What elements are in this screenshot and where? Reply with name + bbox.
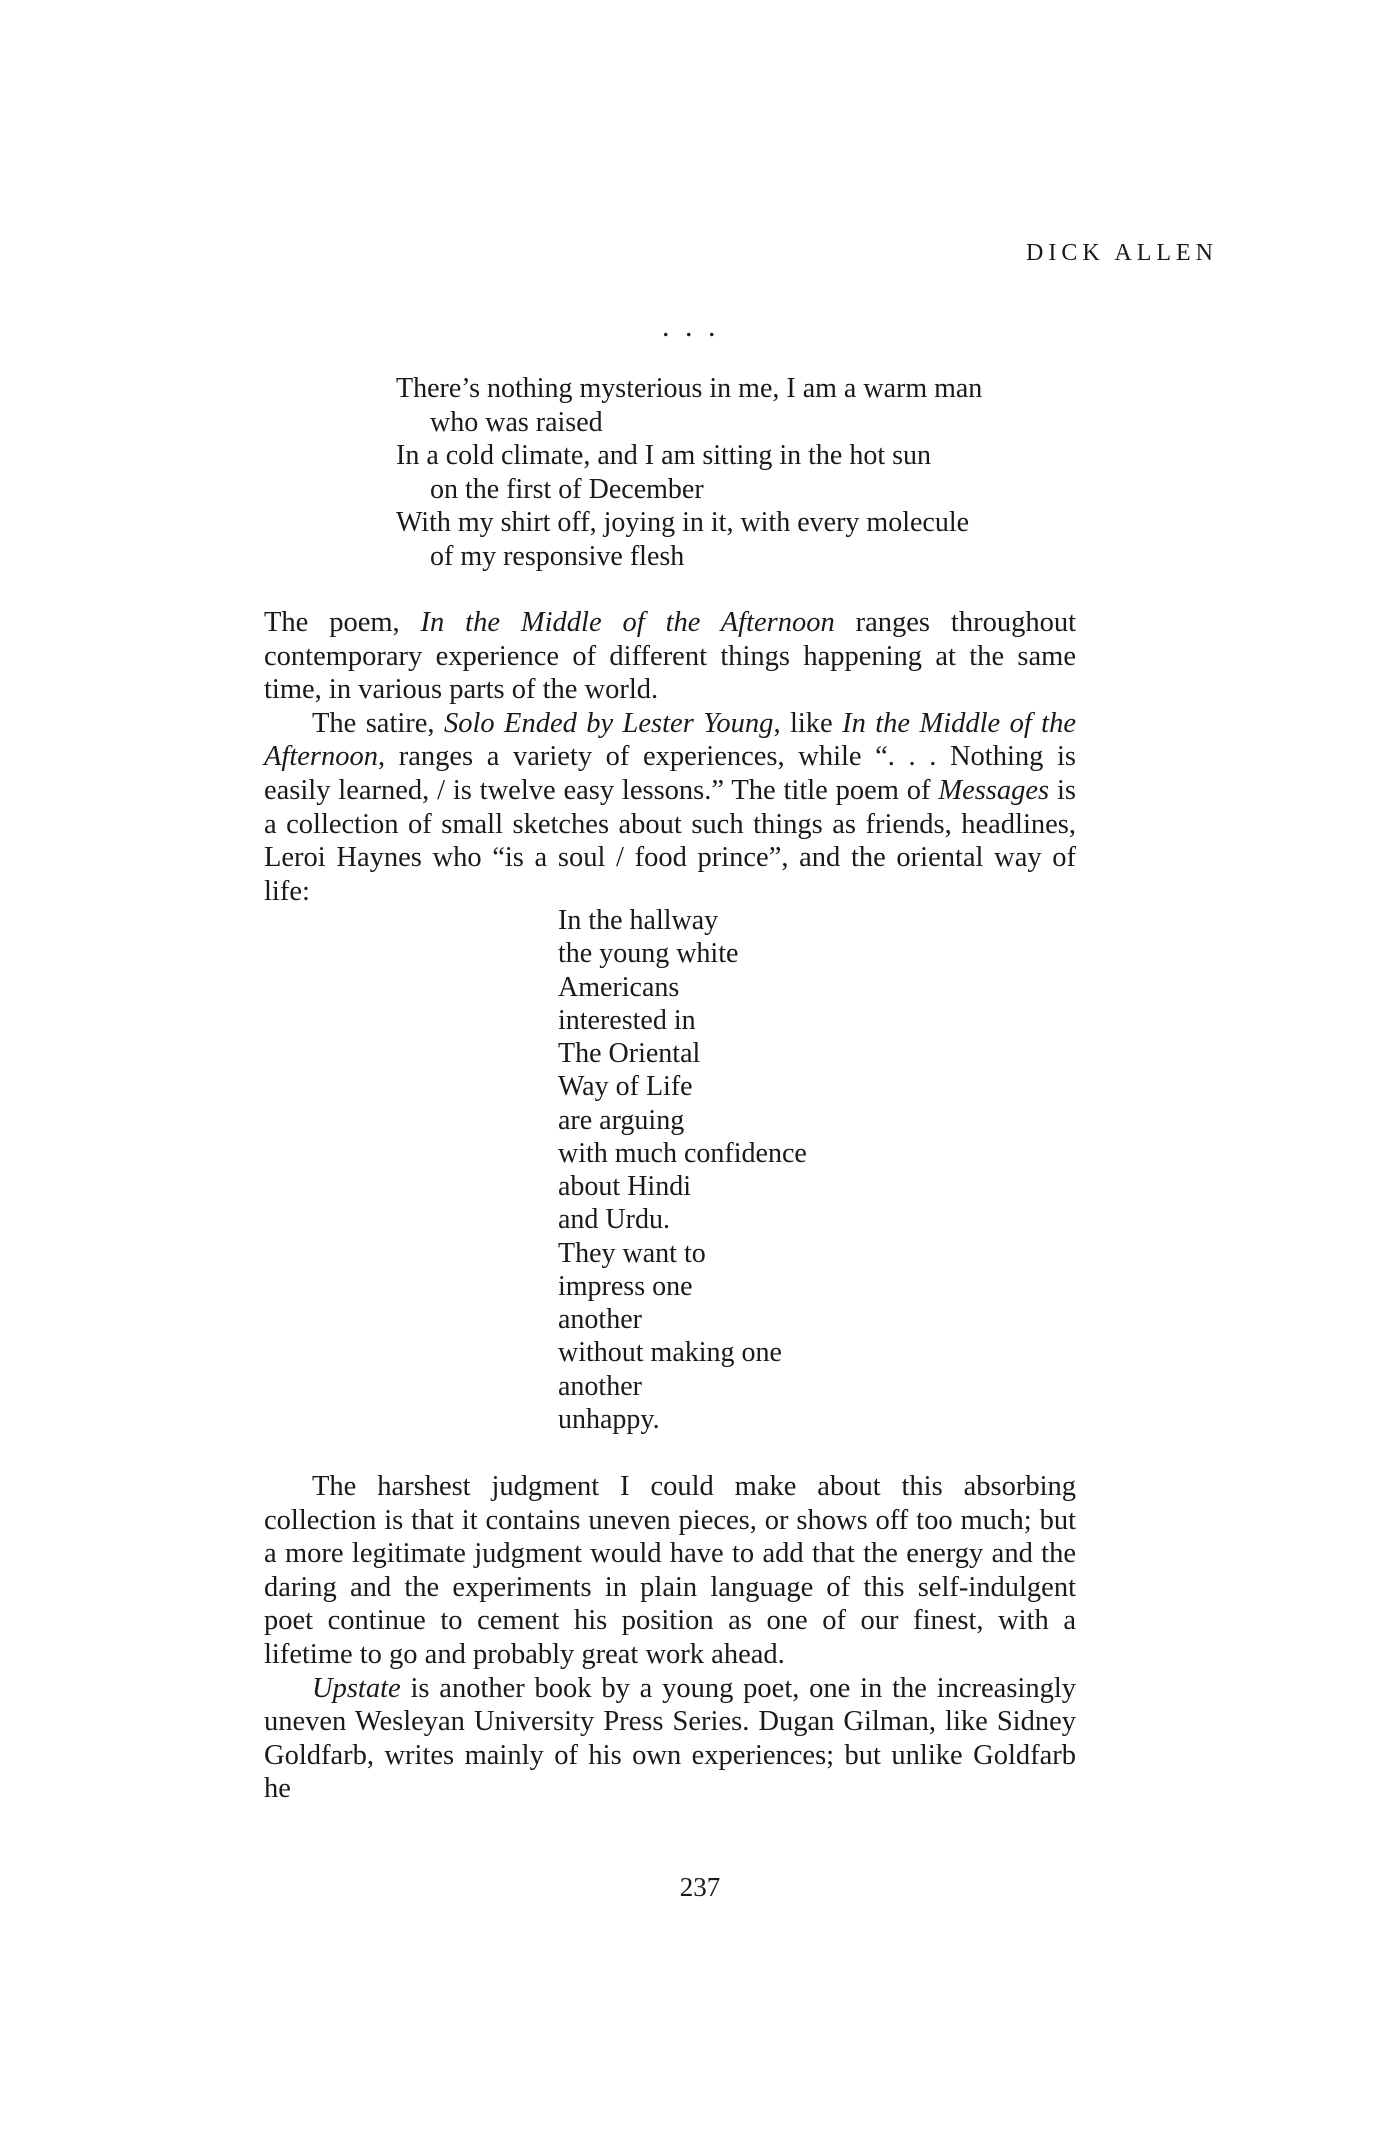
section-ellipsis: . . . bbox=[662, 310, 720, 343]
prose-block-2 bbox=[264, 1470, 1076, 1806]
poem-line: another bbox=[558, 1304, 642, 1335]
book-title: Upstate bbox=[312, 1672, 401, 1704]
running-head: DICK ALLEN bbox=[1026, 240, 1218, 266]
poem-title: In the Middle of the Afternoon bbox=[420, 607, 835, 638]
poem-title: Solo Ended by Lester Young bbox=[443, 707, 774, 739]
poem-title: In the Middle of the Afternoon bbox=[264, 707, 1076, 773]
page-number: 237 bbox=[679, 1872, 721, 1902]
prose-block-1 bbox=[264, 606, 1076, 908]
paragraph-1: The poem, In the Middle of the Afternoon ranges throughout contemporary experience of different things happening at the same time, in various parts of the world. bbox=[264, 607, 1076, 706]
paragraph-2: The satire, Solo Ended by Lester Young, like In the Middle of the Afternoon, ranges a variety of experiences, while “. . . Nothing is easily learned, / is twelve easy lessons.” The title poem of Messages is a collection of small sketches about such things as friends, headlines, Leroi Haynes who “is a soul / food prince”, and the oriental way of life: bbox=[264, 707, 1076, 907]
poem-line: In a cold climate, and I am sitting in the hot sun bbox=[396, 440, 931, 472]
book-title: Messages bbox=[938, 774, 1050, 806]
poem-excerpt-2 bbox=[558, 904, 807, 1436]
poem-line: without making one bbox=[558, 1337, 782, 1369]
poem-line: who was raised bbox=[430, 406, 603, 438]
poem-line: unhappy. bbox=[558, 1403, 660, 1435]
poem-line: and Urdu. bbox=[558, 1204, 670, 1236]
paragraph-3: The harshest judgment I could make about this absorbing collection is that it contains uneven pieces, or shows off too much; but a more legitimate judgment would have to add that the energy and the daring and the experiments in plain language of this self-indulgent poet continue to cement his position as one of our finest, with a lifetime to go and probably great work ahead. bbox=[264, 1471, 1076, 1670]
poem-line: impress one bbox=[558, 1270, 693, 1302]
poem-line: on the first of December bbox=[430, 473, 704, 505]
poem-line: interested in bbox=[558, 1004, 696, 1036]
poem-line: Americans bbox=[558, 971, 680, 1003]
poem-line: There’s nothing mysterious in me, I am a warm man bbox=[396, 373, 983, 404]
poem-line: with much confidence bbox=[558, 1137, 807, 1169]
poem-line: The Oriental bbox=[558, 1038, 701, 1069]
poem-line: Way of Life bbox=[558, 1071, 693, 1103]
poem-line: In the hallway bbox=[558, 905, 719, 936]
poem-line: of my responsive flesh bbox=[430, 540, 685, 572]
poem-line: are arguing bbox=[558, 1104, 685, 1136]
poem-excerpt-1 bbox=[396, 372, 982, 574]
poem-line: about Hindi bbox=[558, 1171, 691, 1202]
poem-line: With my shirt off, joying in it, with every molecule bbox=[396, 507, 970, 539]
paragraph-4: Upstate is another book by a young poet, one in the increasingly uneven Wesleyan University Press Series. Dugan Gilman, like Sidney Goldfarb, writes mainly of his own experiences; but unlike Goldfarb he bbox=[264, 1672, 1076, 1805]
poem-line: another bbox=[558, 1370, 642, 1402]
poem-line: the young white bbox=[558, 938, 739, 970]
poem-line: They want to bbox=[558, 1237, 706, 1269]
